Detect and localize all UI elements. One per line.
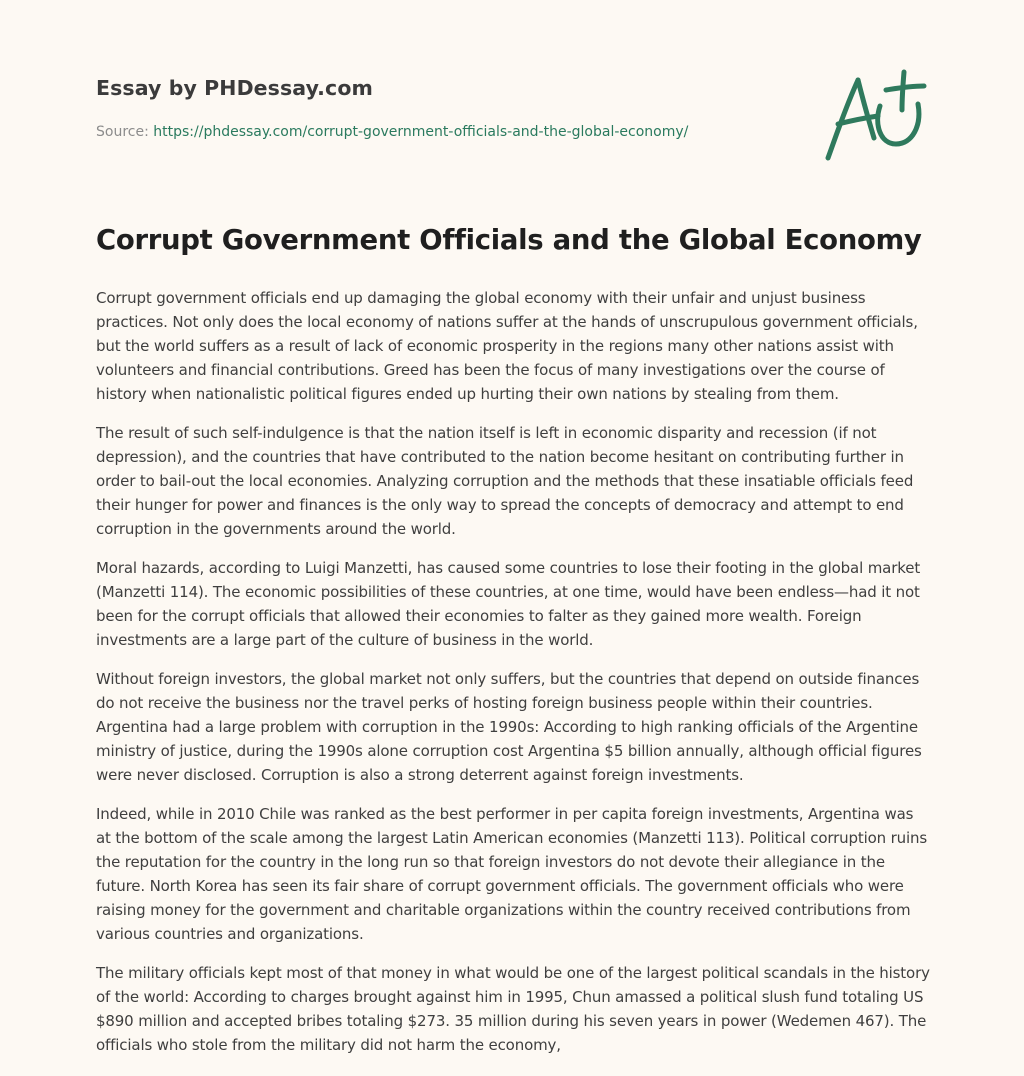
essay-header <box>96 76 796 140</box>
essay-paragraph: The result of such self-indulgence is that the nation itself is left in economic disparity and recession (if not depression), and the countries that have contributed to the nation become hesitant on contributing further in order to bail-out the local economies. Analyzing corruption and the methods that these insatiable officials feed their hunger for power and finances is the only way to spread the concepts of democracy and attempt to end corruption in the governments around the world. <box>96 424 914 538</box>
page-title: Corrupt Government Officials and the Global Economy <box>96 224 922 256</box>
essay-paragraph: The military officials kept most of that money in what would be one of the largest political scandals in the history of the world: According to charges brought against him in 1995, Chun amassed a political slush fund totaling US $890 million and accepted bribes totaling $273. 35 million during his seven years in power (Wedemen 467). The officials who stole from the military did not harm the economy, <box>96 964 930 1054</box>
a-plus-logo-icon <box>818 66 930 166</box>
essay-paragraph: Indeed, while in 2010 Chile was ranked as the best performer in per capita foreign investments, Argentina was at the bottom of the scale among the largest Latin American economies (Manzetti 113). Political corruption ruins the reputation for the country in the long run so that foreign investors do not devote their allegiance in the future. North Korea has seen its fair share of corrupt government officials. The government officials who were raising money for the government and charitable organizations within the country received contributions from various countries and organizations. <box>96 805 928 943</box>
essay-paragraph: Moral hazards, according to Luigi Manzetti, has caused some countries to lose their footing in the global market (Manzetti 114). The economic possibilities of these countries, at one time, would have been endless—had it not been for the corrupt officials that allowed their economies to falter as they gained more wealth. Foreign investments are a large part of the culture of business in the world. <box>96 559 921 649</box>
source-link[interactable]: https://phdessay.com/corrupt-government-officials-and-the-global-economy/ <box>153 124 689 140</box>
source-label: Source: <box>96 124 154 140</box>
essay-body <box>96 286 932 1072</box>
essay-paragraph: Corrupt government officials end up damaging the global economy with their unfair and unjust business practices. Not only does the local economy of nations suffer at the hands of unscrupulous government officials, but the world suffers as a result of lack of economic prosperity in the regions many other nations assist with volunteers and financial contributions. Greed has been the focus of many investigations over the course of history when nationalistic political figures ended up hurting their own nations by stealing from them. <box>96 289 918 403</box>
essay-paragraph: Without foreign investors, the global market not only suffers, but the countries that depend on outside finances do not receive the business nor the travel perks of hosting foreign business people within their countries. Argentina had a large problem with corruption in the 1990s: According to high ranking officials of the Argentine ministry of justice, during the 1990s alone corruption cost Argentina $5 billion annually, although official figures were never disclosed. Corruption is also a strong deterrent against foreign investments. <box>96 670 922 784</box>
brand-title: Essay by PHDessay.com <box>96 76 373 100</box>
source-line <box>96 124 688 140</box>
